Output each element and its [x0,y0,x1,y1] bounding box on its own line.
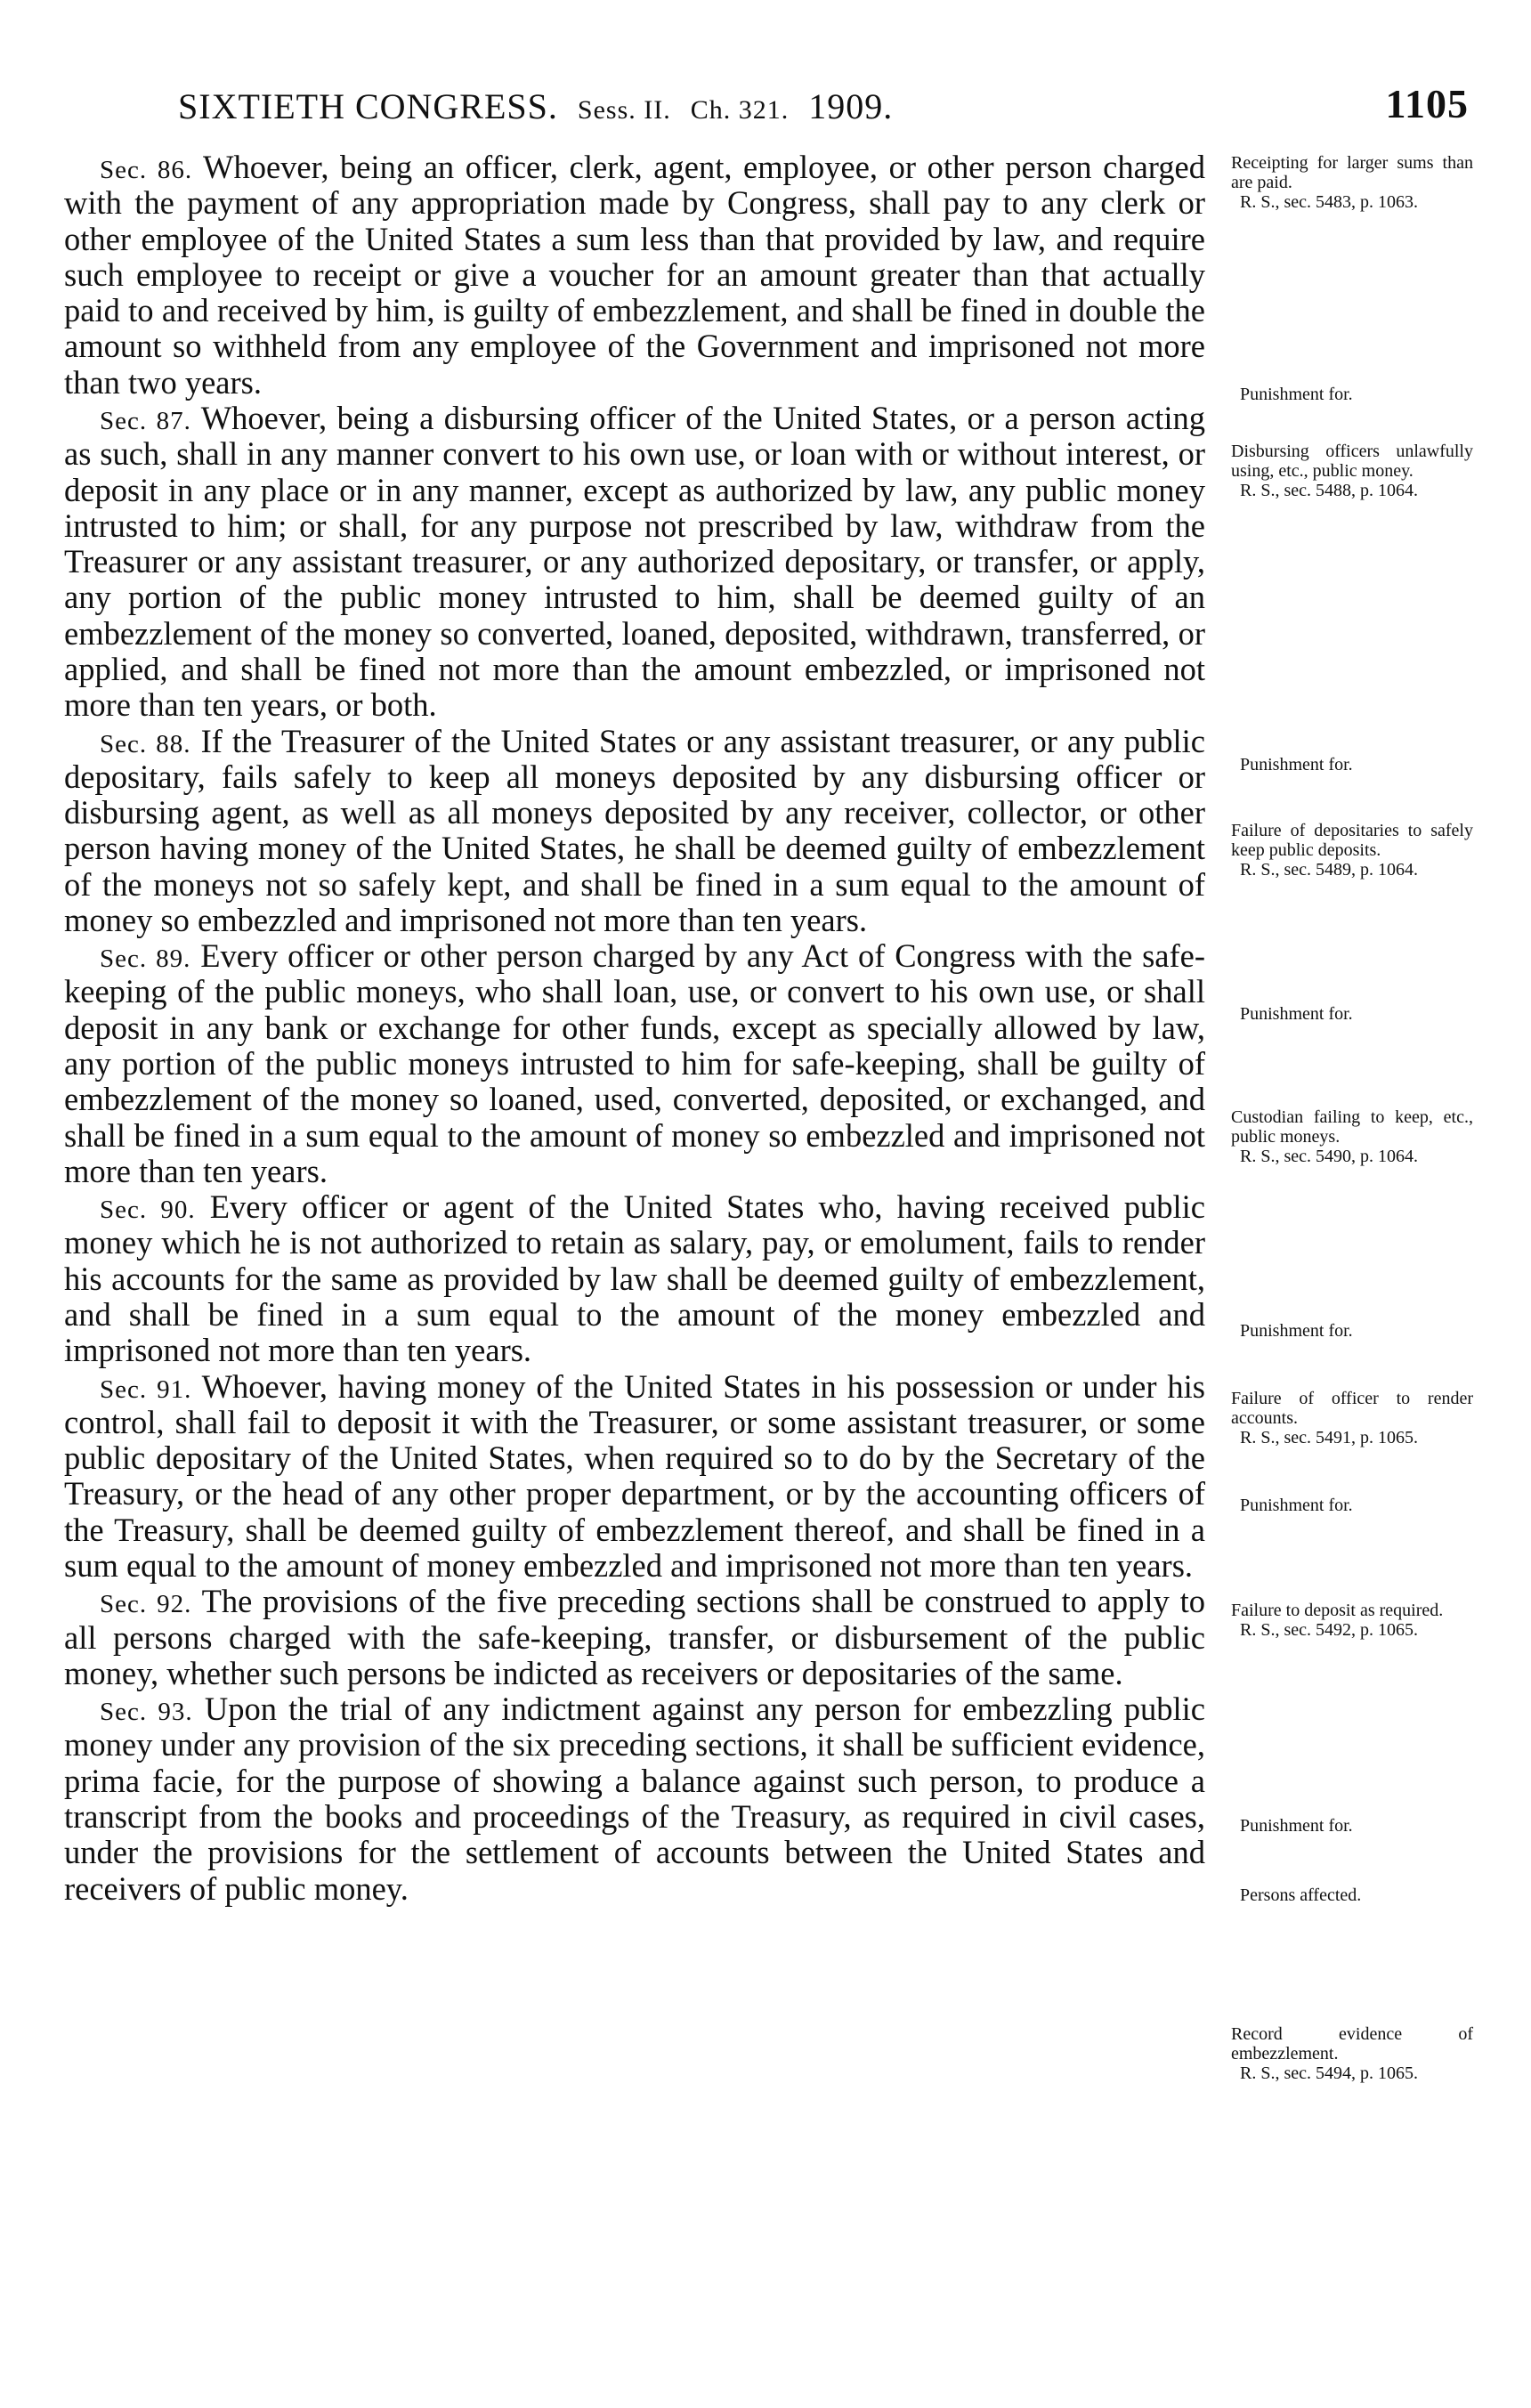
section-88 [64,724,1205,939]
margin-note-reference: R. S., sec. 5488, p. 1064. [1240,481,1418,500]
section-label: Sec. 93. [100,1698,193,1727]
margin-note-90-punishment [1231,1496,1473,1515]
margin-note-punishment: Punishment for. [1240,1004,1353,1024]
section-label: Sec. 87. [100,406,191,435]
section-label: Sec. 86. [100,156,193,184]
section-label: Sec. 88. [100,729,191,758]
section-label: Sec. 90. [100,1196,196,1225]
section-86 [64,150,1205,401]
margin-note-heading: Disbursing officers unlawfully using, etc., public money. [1231,442,1473,481]
margin-note-heading: Persons affected. [1240,1885,1362,1905]
running-title-session: Sess. II. [577,95,671,125]
margin-note-punishment: Punishment for. [1240,1321,1353,1341]
margin-note-86 [1231,153,1473,212]
margin-note-92 [1231,1885,1473,1905]
margin-note-heading: Failure to deposit as required. [1231,1601,1444,1620]
margin-note-reference: R. S., sec. 5494, p. 1065. [1240,2063,1418,2083]
margin-note-heading: Custodian failing to keep, etc., public moneys. [1231,1107,1473,1147]
margin-note-reference: R. S., sec. 5492, p. 1065. [1240,1620,1418,1640]
margin-note-heading: Failure of officer to render accounts. [1231,1389,1473,1428]
margin-note-punishment: Punishment for. [1240,1496,1353,1515]
section-text: Whoever, being a disbursing officer of the United States, or a person acting as such, shall in any manner convert to his own use, or loan with or without interest, or deposit in any place or in any manner, except as authorized by law, any public money intrusted to him; or shall, for any purpose not prescribed by law, withdraw from the Treasurer or any assistant treasurer, or any authorized depositary, or transfer, or apply, any portion of the public money intrusted to him, shall be deemed guilty of an embezzlement of the money so converted, loaned, deposited, withdrawn, transferred, or applied, and shall be fined not more than the amount embezzled, or imprisoned not more than ten years, or both. [64,399,1206,724]
section-label: Sec. 91. [100,1374,192,1404]
margin-note-89 [1231,1107,1473,1166]
margin-note-reference: R. S., sec. 5489, p. 1064. [1240,860,1418,880]
statute-text [64,150,1205,1907]
section-93 [64,1691,1205,1907]
section-label: Sec. 92. [100,1590,192,1619]
margin-note-punishment: Punishment for. [1240,385,1353,404]
margin-note-heading: Record evidence of embezzlement. [1231,2024,1473,2063]
section-text: Every officer or agent of the United States who, having received public money which he is not authorized to retain as salary, pay, or emolument, fails to render his accounts for the same as provided by law shall be deemed guilty of embezzlement, and shall be fined in a sum equal to the amount of the money embezzled and imprisoned not more than ten years. [64,1188,1205,1369]
running-title-chapter: Ch. 321. [690,95,790,125]
margin-note-86-punishment [1231,385,1473,404]
page-number: 1105 [1385,81,1469,126]
section-text: Whoever, having money of the United States in his possession or under his control, shall fail to deposit it with the Treasurer, or some assistant treasurer, or some public depositary of the United States, when required so to do by the Secretary of the Treasury, or the head of any other proper department, or by the accounting officers of the Treasury, shall be deemed guilty of embezzlement thereof, and shall be fined in a sum equal to the amount of money embezzled and imprisoned not more than ten years. [64,1367,1205,1584]
margin-note-reference: R. S., sec. 5490, p. 1064. [1240,1147,1418,1166]
running-title-congress: SIXTIETH CONGRESS. [178,86,558,126]
margin-note-91 [1231,1601,1473,1640]
margin-note-88-punishment [1231,1004,1473,1024]
margin-note-89-punishment [1231,1321,1473,1341]
section-text: The provisions of the five preceding sections shall be construed to apply to all persons charged with the safe-keeping, transfer, or disbursement of the public money, whether such persons be indicted as receivers or depositaries of the same. [64,1583,1206,1691]
margin-note-punishment: Punishment for. [1240,755,1353,774]
section-87 [64,401,1205,724]
margin-note-88 [1231,821,1473,880]
running-title [178,85,893,127]
section-90 [64,1189,1205,1368]
margin-note-87 [1231,442,1473,500]
section-91 [64,1369,1205,1585]
section-text: Every officer or other person charged by any Act of Congress with the safe-keeping of the public moneys, who shall loan, use, or convert to his own use, or shall deposit in any bank or exchange for other funds, except as specially allowed by law, any portion of the public moneys intrusted to him for safe-keeping, shall be guilty of embezzlement of the money so loaned, used, converted, deposited, or exchanged, and shall be fined in a sum equal to the amount of money so embezzled and imprisoned not more than ten years. [64,937,1205,1189]
margin-note-87-punishment [1231,755,1473,774]
running-title-year: 1909. [808,86,894,126]
margin-note-90 [1231,1389,1473,1447]
section-89 [64,938,1205,1189]
margin-note-heading: Receipting for larger sums than are paid. [1231,153,1473,192]
section-text: If the Treasurer of the United States or any assistant treasurer, or any public depositary, fails safely to keep all moneys deposited by any disbursing officer or disbursing agent, as well as all moneys deposited by any receiver, collector, or other person having money of the United States, he shall be deemed guilty of embezzlement of the moneys not so safely kept, and shall be fined in a sum equal to the amount of money so embezzled and imprisoned not more than ten years. [64,722,1205,938]
page-header [178,80,1469,134]
section-label: Sec. 89. [100,945,191,974]
margin-note-reference: R. S., sec. 5491, p. 1065. [1240,1428,1418,1447]
section-text: Whoever, being an officer, clerk, agent, employee, or other person charged with the payment of any appropriation made by Congress, shall pay to any clerk or other employee of the United States a sum less than that provided by law, and require such employee to receipt or give a voucher for an amount greater than that actually paid to and received by him, is guilty of embezzlement, and shall be fined in double the amount so withheld from any employee of the Government and imprisoned not more than two years. [64,149,1205,401]
section-92 [64,1584,1205,1691]
margin-note-91-punishment [1231,1816,1473,1836]
section-text: Upon the trial of any indictment against any person for embezzling public money under any provision of the six preceding sections, it shall be sufficient evidence, prima facie, for the purpose of showing a balance against such person, to produce a transcript from the books and proceedings of the Treasury, as required in civil cases, under the provisions for the settlement of accounts between the United States and receivers of public money. [64,1690,1205,1907]
margin-note-heading: Failure of depositaries to safely keep public deposits. [1231,821,1473,860]
margin-note-punishment: Punishment for. [1240,1816,1353,1836]
margin-note-reference: R. S., sec. 5483, p. 1063. [1240,192,1418,212]
margin-note-93 [1231,2024,1473,2083]
